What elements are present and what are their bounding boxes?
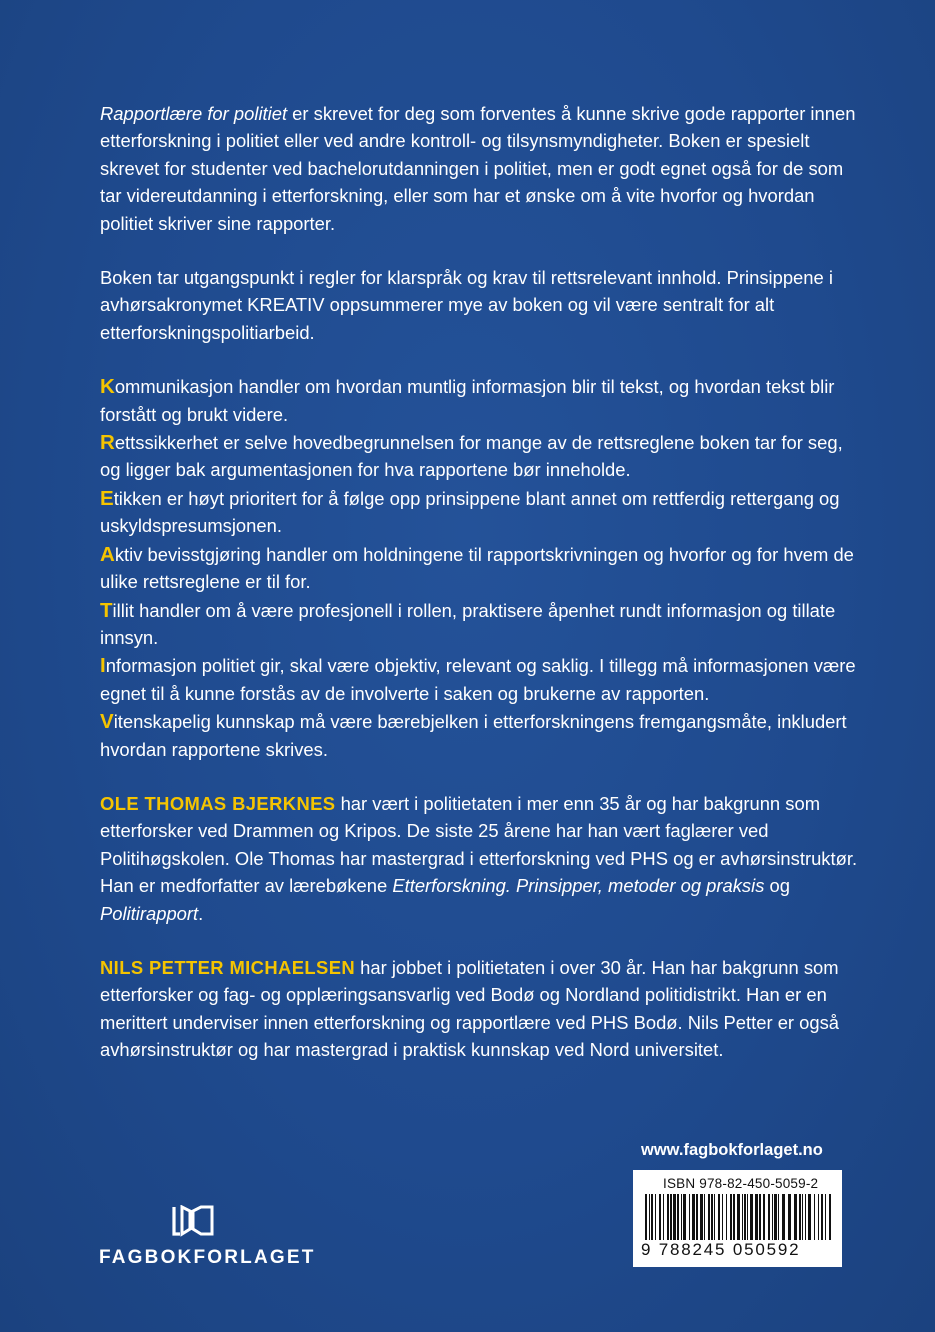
kreativ-item <box>100 485 860 540</box>
publisher-name: FAGBOKFORLAGET <box>99 1247 316 1268</box>
kreativ-text: itenskapelig kunnskap må være bærebjelken i etterforskningens fremgangsmåte, inkludert hvordan rapportene skrives. <box>100 711 847 760</box>
publisher-logo <box>99 1205 316 1275</box>
kreativ-letter: R <box>100 431 115 455</box>
second-paragraph <box>100 264 860 346</box>
kreativ-text: ommunikasjon handler om hvordan muntlig informasjon blir til tekst, og hvordan tekst blir forstått og brukt videre. <box>100 376 835 425</box>
publisher-website: www.fagbokforlaget.no <box>641 1141 823 1159</box>
isbn-barcode <box>633 1170 842 1267</box>
cover-text <box>100 100 860 1091</box>
author2-bio <box>100 954 860 1064</box>
kreativ-item <box>100 652 860 707</box>
author1-book1: Etterforskning. Prinsipper, metoder og praksis <box>392 875 765 897</box>
kreativ-item <box>100 429 860 484</box>
book-title: Rapportlære for politiet <box>100 103 288 124</box>
intro-text: er skrevet for deg som forventes å kunne skrive gode rapporter innen etterforskning i politiet eller ved andre kontroll- og tilsynsmyndigheter. Boken er spesielt skrevet for studenter ved bachelorutdanningen i politiet, men er godt egnet også for de som tar videreutdanning i etterforskning, eller som har et ønske om å vite hvorfor og hvordan politiet skriver sine rapporter. <box>100 103 856 234</box>
kreativ-text: ktiv bevisstgjøring handler om holdningene til rapportskrivningen og hvorfor og for hvem de ulike rettsreglene er til for. <box>100 543 854 593</box>
kreativ-letter: T <box>100 598 113 622</box>
second-paragraph-text: Boken tar utgangspunkt i regler for klarspråk og krav til rettsrelevant innhold. Prinsippene i avhørsakronymet KREATIV oppsummerer mye av boken og vil være sentralt for alt etterforskningspolitiarbeid. <box>100 267 833 343</box>
kreativ-letter: E <box>100 486 114 510</box>
author2-text: har jobbet i politietaten i over 30 år. Han har bakgrunn som etterforsker og fag- og opplæringsansvarlig ved Bodø og Nordland politidistrikt. Han er en merittert underviser innen etterforskning og rapportlære ved PHS Bodø. Nils Petter er også avhørsinstruktør og har mastergrad i praktisk kunnskap ved Nord universitet. <box>100 956 840 1061</box>
author1-text: har vært i politietaten i mer enn 35 år og har bakgrunn som etterforsker ved Drammen og Kripos. De siste 25 årene har han vært faglærer ved Politihøgskolen. Ole Thomas har mastergrad i etterforskning ved PHS og er avhørsinstruktør. Han er medforfatter av lærebøkene <box>100 792 858 897</box>
kreativ-item <box>100 597 860 652</box>
barcode-bars <box>641 1194 834 1240</box>
intro-paragraph <box>100 100 860 237</box>
kreativ-letter: A <box>100 542 115 566</box>
kreativ-letter: V <box>100 710 114 734</box>
author1-bio <box>100 790 860 927</box>
isbn-label: ISBN 978-82-450-5059-2 <box>663 1176 819 1191</box>
kreativ-letter: K <box>100 375 115 399</box>
kreativ-text: nformasjon politiet gir, skal være objektiv, relevant og saklig. I tillegg må informasjonen være egnet til å kunne forstås av de involverte i saken og brukerne av rapporten. <box>100 655 856 704</box>
kreativ-item <box>100 373 860 428</box>
kreativ-item <box>100 541 860 596</box>
kreativ-text: tikken er høyt prioritert for å følge opp prinsippene blant annet om rettferdig rettergang og uskyldspresumsjonen. <box>100 487 840 537</box>
author1-book2: Politirapport <box>100 902 199 924</box>
kreativ-text: illit handler om å være profesjonell i rollen, praktisere åpenhet rundt informasjon og tillate innsyn. <box>100 599 836 648</box>
kreativ-text: ettssikkerhet er selve hovedbegrunnelsen for mange av de rettsreglene boken tar for seg, og ligger bak argumentasjonen for hva rapportene bør inneholde. <box>100 432 843 481</box>
kreativ-letter: I <box>100 654 106 678</box>
kreativ-list <box>100 373 860 763</box>
author2-name: NILS PETTER MICHAELSEN <box>100 956 356 978</box>
author1-end: . <box>198 902 204 924</box>
author1-name: OLE THOMAS BJERKNES <box>100 792 336 814</box>
barcode-digits: 9 788245 050592 <box>641 1240 801 1259</box>
author1-and: og <box>764 875 790 897</box>
kreativ-item <box>100 708 860 763</box>
book-logo-icon <box>171 1205 215 1237</box>
